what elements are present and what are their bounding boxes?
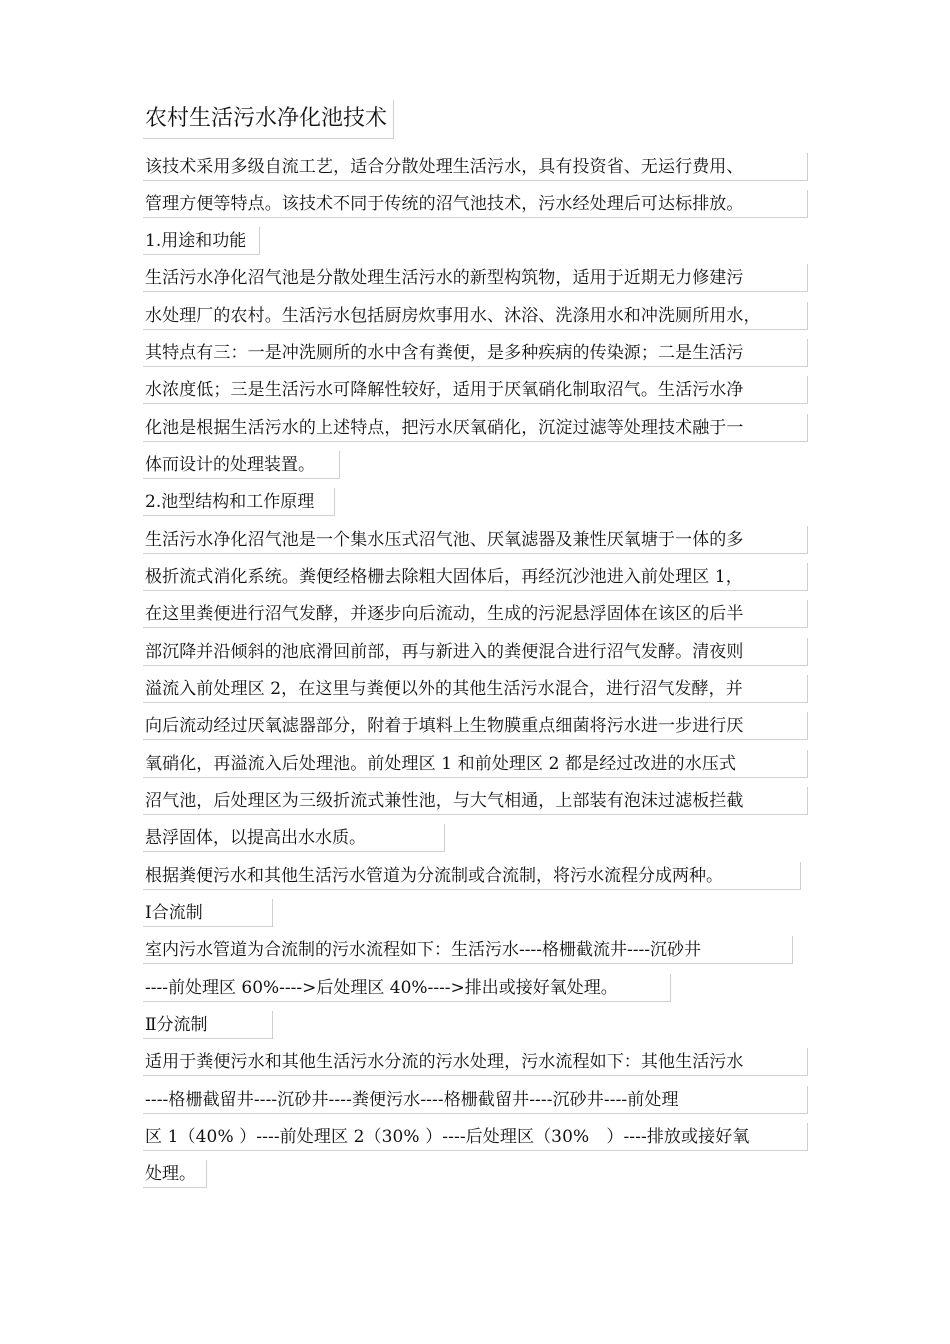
text-line: 生活污水净化沼气池是一个集水压式沼气池、厌氧滤器及兼性厌氧塘于一体的多 [143,526,808,554]
text-line: 向后流动经过厌氧滤器部分，附着于填料上生物膜重点细菌将污水进一步进行厌 [143,712,808,740]
text-line: 溢流入前处理区 2，在这里与粪便以外的其他生活污水混合，进行沼气发酵，并 [143,675,808,703]
text-line: 管理方便等特点。该技术不同于传统的沼气池技术，污水经处理后可达标排放。 [143,190,808,218]
text-line: 适用于粪便污水和其他生活污水分流的污水处理，污水流程如下：其他生活污水 [143,1048,808,1076]
text-line: 水处理厂的农村。生活污水包括厨房炊事用水、沐浴、洗涤用水和冲洗厕所用水， [143,302,808,330]
text-line: 室内污水管道为合流制的污水流程如下：生活污水----格栅截流井----沉砂井 [143,936,793,964]
text-line: 化池是根据生活污水的上述特点，把污水厌氧硝化，沉淀过滤等处理技术融于一 [143,414,808,442]
text-line: ----格栅截留井----沉砂井----粪便污水----格栅截留井----沉砂井----前处理 [143,1086,808,1114]
section-heading: 2.池型结构和工作原理 [143,488,335,516]
text-line: 氧硝化，再溢流入后处理池。前处理区 1 和前处理区 2 都是经过改进的水压式 [143,750,808,778]
text-line: 沼气池，后处理区为三级折流式兼性池，与大气相通，上部装有泡沫过滤板拦截 [143,787,808,815]
text-line: 水浓度低；三是生活污水可降解性较好，适用于厌氧硝化制取沼气。生活污水净 [143,376,808,404]
text-line: 极折流式消化系统。粪便经格栅去除粗大固体后，再经沉沙池进入前处理区 1， [143,563,808,591]
text-line: 体而设计的处理装置。 [143,451,340,479]
text-line: ----前处理区 60%---->后处理区 40%---->排出或接好氧处理。 [143,974,671,1002]
text-line: 在这里粪便进行沼气发酵，并逐步向后流动，生成的污泥悬浮固体在该区的后半 [143,600,808,628]
text-line: 区 1（40% ）----前处理区 2（30% ）----后处理区（30% ）----排放或接好氧 [143,1123,808,1151]
text-line: 该技术采用多级自流工艺，适合分散处理生活污水，具有投资省、无运行费用、 [143,153,808,181]
document-title: 农村生活污水净化池技术 [143,100,394,139]
text-line: 处理。 [143,1160,207,1188]
text-line: 部沉降并沿倾斜的池底滑回前部，再与新进入的粪便混合进行沼气发酵。清夜则 [143,638,808,666]
section-heading: 1.用途和功能 [143,227,260,255]
text-line: 悬浮固体，以提高出水水质。 [143,824,445,852]
subsection-heading: Ⅱ分流制 [143,1011,273,1039]
text-line: 根据粪便污水和其他生活污水管道为分流制或合流制，将污水流程分成两种。 [143,862,801,890]
text-line: 其特点有三：一是冲洗厕所的水中含有粪便，是多种疾病的传染源；二是生活污 [143,339,808,367]
subsection-heading: Ⅰ合流制 [143,899,273,927]
text-line: 生活污水净化沼气池是分散处理生活污水的新型构筑物，适用于近期无力修建污 [143,264,808,292]
